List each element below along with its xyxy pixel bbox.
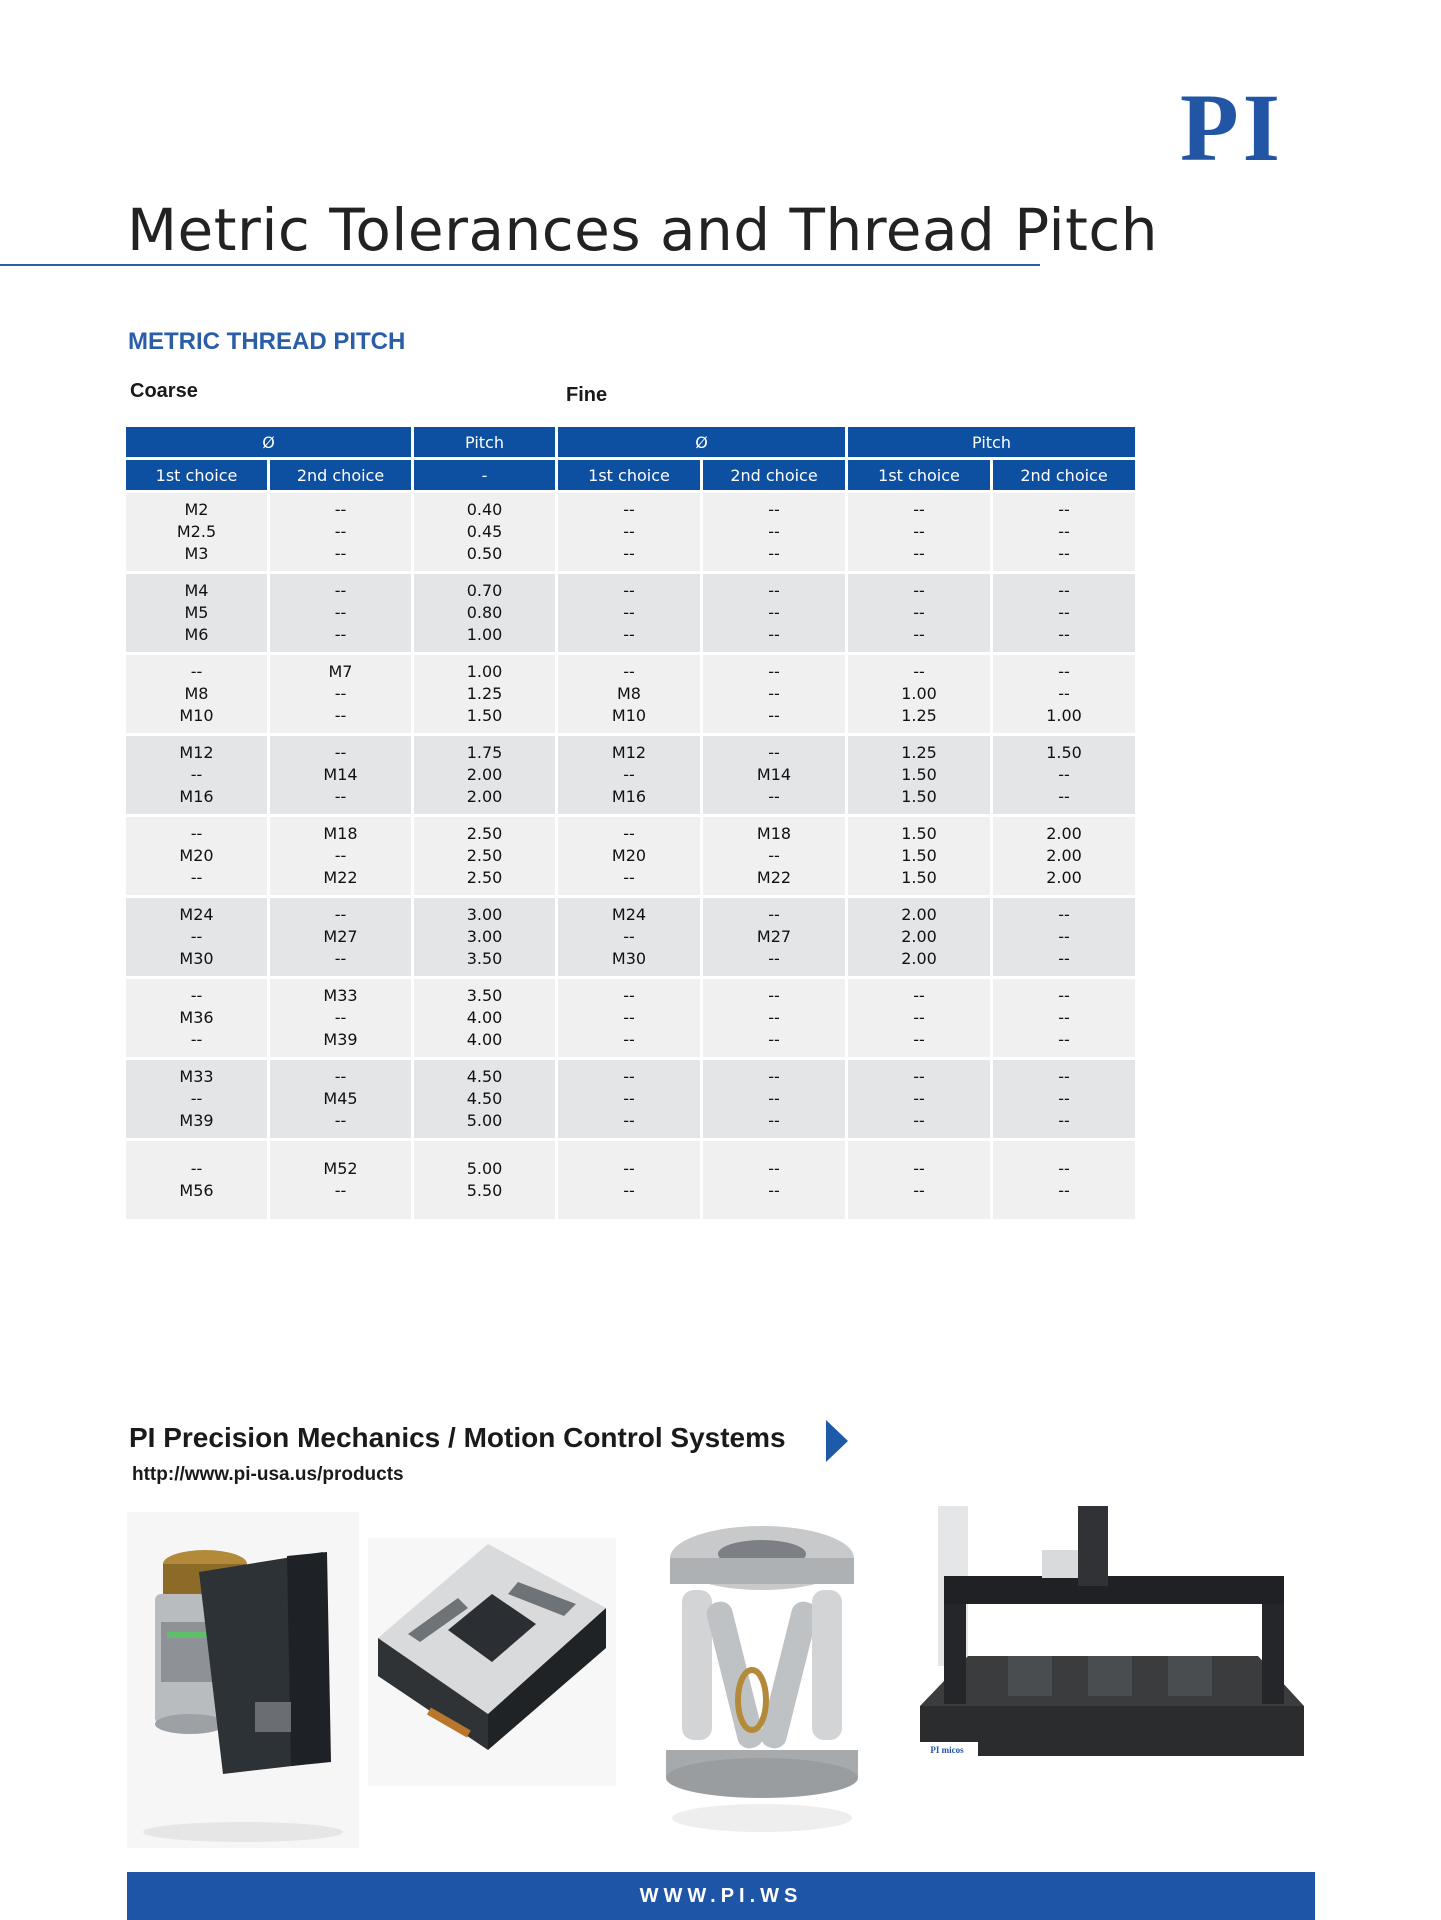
table-cell: M12 -- M16 xyxy=(125,735,269,816)
page-title: Metric Tolerances and Thread Pitch xyxy=(127,196,1158,264)
table-row xyxy=(125,1059,1137,1140)
table-cell: -- -- -- xyxy=(847,1059,992,1140)
table-row xyxy=(125,492,1137,573)
arrow-right-icon xyxy=(826,1420,848,1462)
thread-pitch-table xyxy=(123,424,1138,1222)
table-cell: 0.40 0.45 0.50 xyxy=(413,492,557,573)
table-cell: -- -- -- xyxy=(992,897,1137,978)
products-url[interactable]: http://www.pi-usa.us/products xyxy=(132,1464,404,1485)
table-cell: -- M20 -- xyxy=(125,816,269,897)
header-fine-pitch: Pitch xyxy=(847,426,1137,459)
table-row xyxy=(125,735,1137,816)
header-cell: 2nd choice xyxy=(702,459,847,492)
table-cell: -- M36 -- xyxy=(125,978,269,1059)
table-cell: -- -- -- xyxy=(992,978,1137,1059)
header-cell: 1st choice xyxy=(125,459,269,492)
table-cell: -- -- xyxy=(702,1140,847,1221)
table-cell: -- -- 1.00 xyxy=(992,654,1137,735)
table-cell: 5.00 5.50 xyxy=(413,1140,557,1221)
header-cell: 2nd choice xyxy=(992,459,1137,492)
table-cell: -- -- -- xyxy=(557,573,702,654)
header-cell: - xyxy=(413,459,557,492)
table-cell: -- -- -- xyxy=(992,1059,1137,1140)
table-cell: -- -- -- xyxy=(702,978,847,1059)
table-cell: -- M14 -- xyxy=(702,735,847,816)
header-coarse-pitch: Pitch xyxy=(413,426,557,459)
table-cell: M12 -- M16 xyxy=(557,735,702,816)
table-cell: 3.00 3.00 3.50 xyxy=(413,897,557,978)
table-cell: -- -- -- xyxy=(557,978,702,1059)
table-cell: -- M14 -- xyxy=(269,735,413,816)
table-cell: 1.50 1.50 1.50 xyxy=(847,816,992,897)
table-cell: M33 -- M39 xyxy=(125,1059,269,1140)
table-cell: 1.50 -- -- xyxy=(992,735,1137,816)
table-cell: 4.50 4.50 5.00 xyxy=(413,1059,557,1140)
table-cell: 0.70 0.80 1.00 xyxy=(413,573,557,654)
header-cell: 1st choice xyxy=(847,459,992,492)
table-cell: -- M45 -- xyxy=(269,1059,413,1140)
table-cell: -- -- -- xyxy=(702,573,847,654)
header-cell: 2nd choice xyxy=(269,459,413,492)
section-heading: METRIC THREAD PITCH xyxy=(128,328,406,355)
table-cell: -- -- -- xyxy=(992,573,1137,654)
coarse-label: Coarse xyxy=(130,380,198,402)
table-cell: -- M27 -- xyxy=(269,897,413,978)
header-coarse-diameter: Ø xyxy=(125,426,413,459)
table-cell: -- M56 xyxy=(125,1140,269,1221)
table-cell: -- 1.00 1.25 xyxy=(847,654,992,735)
gantry-brand-label: PI micos xyxy=(930,1745,964,1755)
table-cell: -- -- -- xyxy=(992,492,1137,573)
header-row-top xyxy=(125,426,1137,459)
table-row xyxy=(125,978,1137,1059)
pi-logo: PI xyxy=(1180,74,1284,181)
header-fine-diameter: Ø xyxy=(557,426,847,459)
table-cell: -- -- xyxy=(992,1140,1137,1221)
table-cell: M18 -- M22 xyxy=(702,816,847,897)
table-cell: -- M27 -- xyxy=(702,897,847,978)
table-row xyxy=(125,1140,1137,1221)
table-cell: -- -- -- xyxy=(557,1059,702,1140)
table-cell: -- -- -- xyxy=(269,573,413,654)
table-cell: -- M8 M10 xyxy=(125,654,269,735)
xy-stage-photo xyxy=(368,1538,616,1786)
table-cell: M52 -- xyxy=(269,1140,413,1221)
table-cell: -- -- -- xyxy=(847,978,992,1059)
table-cell: M33 -- M39 xyxy=(269,978,413,1059)
table-cell: M7 -- -- xyxy=(269,654,413,735)
table-cell: 1.00 1.25 1.50 xyxy=(413,654,557,735)
table-cell: -- -- xyxy=(847,1140,992,1221)
title-divider xyxy=(0,264,1040,266)
table-cell: M2 M2.5 M3 xyxy=(125,492,269,573)
table-cell: M4 M5 M6 xyxy=(125,573,269,654)
table-cell: 2.50 2.50 2.50 xyxy=(413,816,557,897)
table-cell: 2.00 2.00 2.00 xyxy=(992,816,1137,897)
gantry-system-photo xyxy=(908,1506,1316,1758)
table-cell: 1.75 2.00 2.00 xyxy=(413,735,557,816)
table-cell: -- -- -- xyxy=(702,1059,847,1140)
header-cell: 1st choice xyxy=(557,459,702,492)
table-cell: 3.50 4.00 4.00 xyxy=(413,978,557,1059)
table-cell: M24 -- M30 xyxy=(557,897,702,978)
table-cell: -- -- -- xyxy=(847,492,992,573)
table-cell: -- -- -- xyxy=(269,492,413,573)
footer-website[interactable]: WWW.PI.WS xyxy=(127,1872,1315,1920)
header-row-sub xyxy=(125,459,1137,492)
table-cell: -- -- -- xyxy=(847,573,992,654)
table-row xyxy=(125,897,1137,978)
table-row xyxy=(125,573,1137,654)
table-cell: -- -- -- xyxy=(557,492,702,573)
table-cell: 2.00 2.00 2.00 xyxy=(847,897,992,978)
table-row xyxy=(125,654,1137,735)
table-cell: -- -- -- xyxy=(702,654,847,735)
objective-scanner-photo xyxy=(127,1512,359,1848)
table-cell: M18 -- M22 xyxy=(269,816,413,897)
table-cell: -- -- xyxy=(557,1140,702,1221)
table-cell: -- -- -- xyxy=(702,492,847,573)
products-heading: PI Precision Mechanics / Motion Control Systems xyxy=(129,1422,786,1453)
table-cell: M24 -- M30 xyxy=(125,897,269,978)
fine-label: Fine xyxy=(566,384,608,406)
table-cell: -- M8 M10 xyxy=(557,654,702,735)
hexapod-photo xyxy=(652,1500,872,1860)
table-row xyxy=(125,816,1137,897)
table-cell: 1.25 1.50 1.50 xyxy=(847,735,992,816)
table-cell: -- M20 -- xyxy=(557,816,702,897)
